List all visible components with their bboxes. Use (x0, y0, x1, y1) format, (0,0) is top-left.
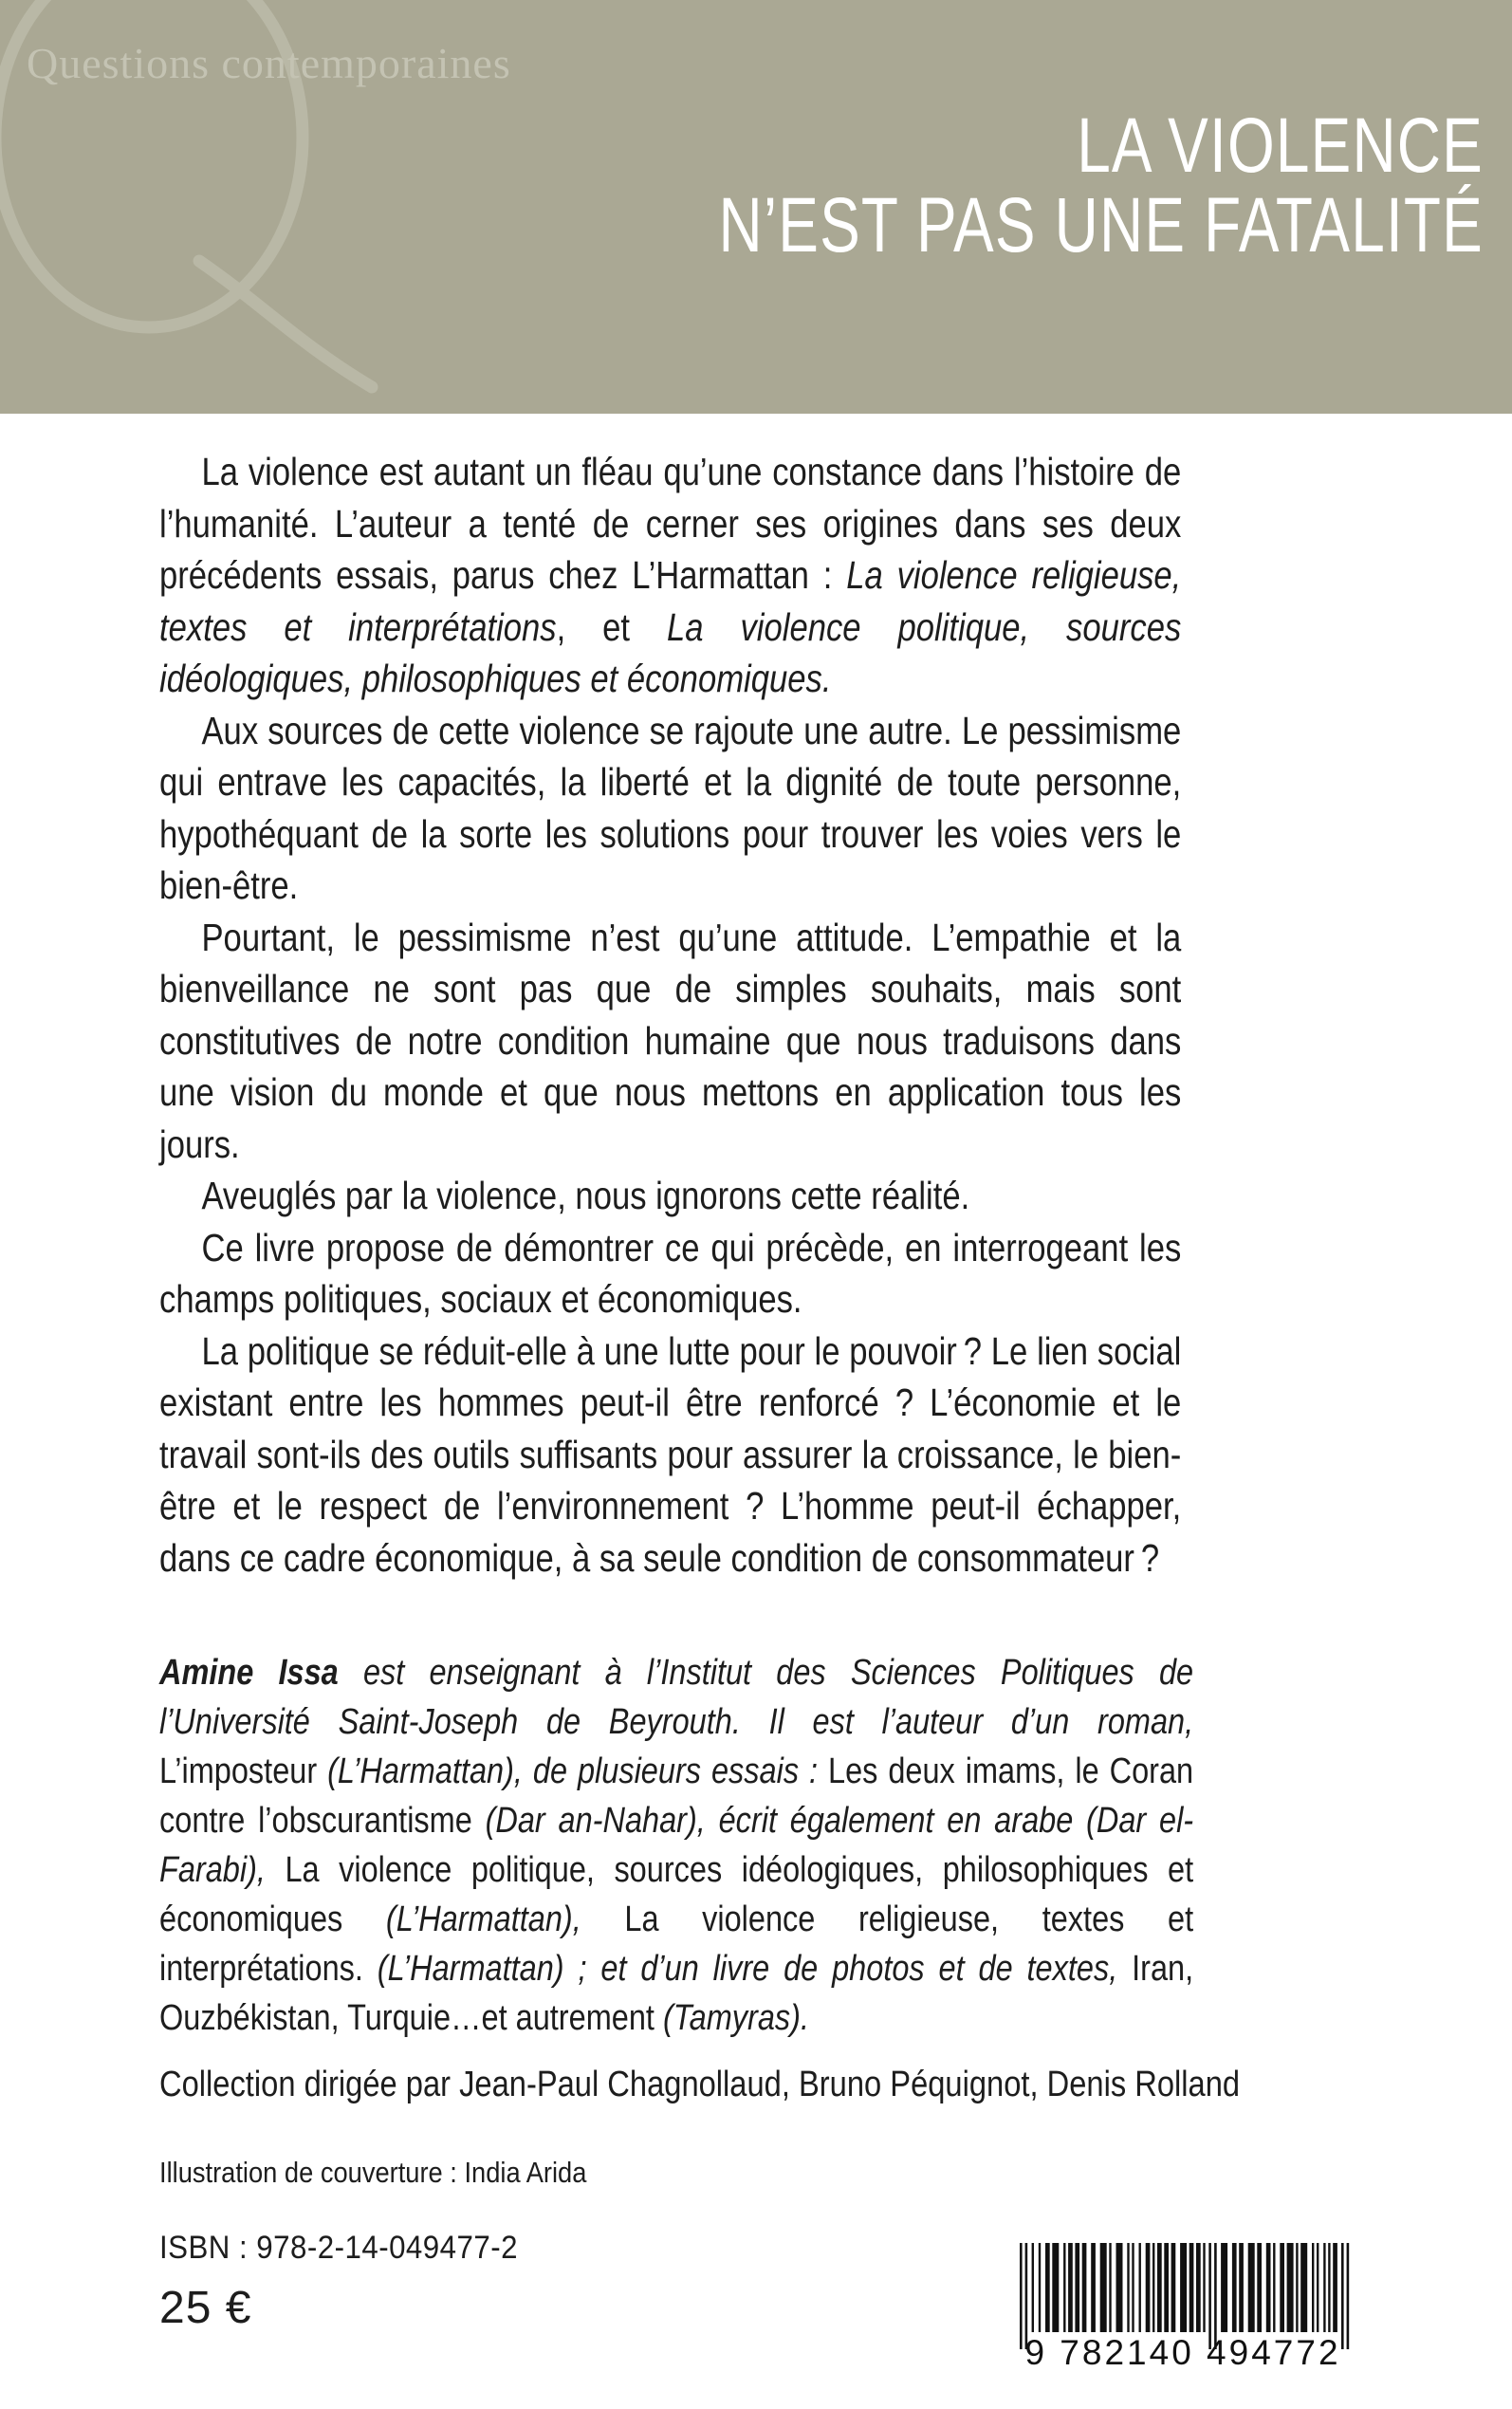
isbn-text: ISBN : 978-2-14-049477-2 (159, 2230, 518, 2266)
page-title (559, 102, 1484, 269)
cover-header-band (0, 0, 1512, 414)
collection-label: Questions contemporaines (27, 39, 511, 87)
roman-run: , et (556, 604, 668, 649)
blurb-paragraph (159, 912, 1181, 1171)
title-line-2: N’EST PAS UNE FATALITÉ (718, 181, 1484, 269)
roman-run: Ce livre propose de démontrer ce qui précède, en interrogeant les champs politiques, sociaux et économiques. (159, 1225, 1182, 1321)
roman-run: Iran, Ouzbékistan, Turquie…et autrement (159, 1949, 1194, 2038)
blurb-paragraph (159, 1222, 1181, 1325)
italic-run: (L’Harmattan) ; et d’un livre de photos et de textes, (377, 1949, 1133, 1989)
roman-run: La violence religieuse, textes et interprétations. (159, 1899, 1194, 1989)
roman-run: Les deux imams, le Coran contre l’obscurantisme (159, 1751, 1194, 1841)
roman-run: Aux sources de cette violence se rajoute une autre. Le pessimisme qui entrave les capacités, la liberté et la dignité de toute personne, hypothéquant de la sorte les solutions pour trouver les voies vers le bien-être. (159, 708, 1182, 907)
blurb-paragraph (159, 1325, 1181, 1584)
cover-illustration-credit: Illustration de couverture : India Arida (159, 2156, 587, 2189)
roman-run: La politique se réduit-elle à une lutte pour le pouvoir ? Le lien social existant entre les hommes peut-il être renforcé ? L’économie et le travail sont-ils des outils suffisants pour assurer la croissance, le bien-être et le respect de l’environnement ? L’homme peut-il échapper, dans ce cadre économique, à sa seule condition de consommateur ? (159, 1328, 1182, 1580)
roman-run: L’imposteur (159, 1751, 328, 1791)
italic-run: (Dar an-Nahar), écrit également en arabe (Dar el-Farabi), (159, 1801, 1194, 1890)
title-line-1: LA VIOLENCE (1077, 102, 1484, 189)
back-cover-blurb (159, 446, 1181, 1584)
italic-run: (L’Harmattan), de plusieurs essais : (327, 1751, 829, 1791)
blurb-paragraph (159, 705, 1181, 912)
blurb-paragraph (159, 1170, 1181, 1222)
collection-editors: Collection dirigée par Jean-Paul Chagnollaud, Bruno Péquignot, Denis Rolland (159, 2065, 1241, 2104)
roman-run: La violence politique, sources idéologiques, philosophiques et économiques (159, 1850, 1194, 1939)
italic-run: La violence politique, sources idéologiques, philosophiques et économiques. (159, 604, 1182, 700)
italic-run: La violence religieuse, textes et interprétations (159, 553, 1182, 649)
italic-run: (L’Harmattan), (385, 1899, 625, 1939)
roman-run: La violence est autant un fléau qu’une constance dans l’histoire de l’humanité. L’auteur a tenté de cerner ses origines dans ses deux précédents essais, parus chez L’Harmattan : (159, 450, 1182, 597)
author-name: Amine Issa (159, 1653, 339, 1693)
author-biography (159, 1648, 1193, 2043)
barcode-digits: 9 782140 494772 (1024, 2333, 1341, 2372)
roman-run: Pourtant, le pessimisme n’est qu’une attitude. L’empathie et la bienveillance ne sont pas que de simples souhaits, mais sont constitutives de notre condition humaine que nous traduisons dans une vision du monde et que nous mettons en application tous les jours. (159, 915, 1182, 1166)
blurb-paragraph (159, 446, 1181, 705)
italic-run: est enseignant à l’Institut des Sciences Politiques de l’Université Saint-Joseph de Beyrouth. Il est l’auteur d’un roman, (159, 1653, 1194, 1742)
barcode-block (1016, 2243, 1350, 2385)
italic-run: (Tamyras). (662, 1998, 810, 2038)
roman-run: Aveuglés par la violence, nous ignorons cette réalité. (201, 1174, 970, 1217)
price-text: 25 € (159, 2283, 252, 2333)
